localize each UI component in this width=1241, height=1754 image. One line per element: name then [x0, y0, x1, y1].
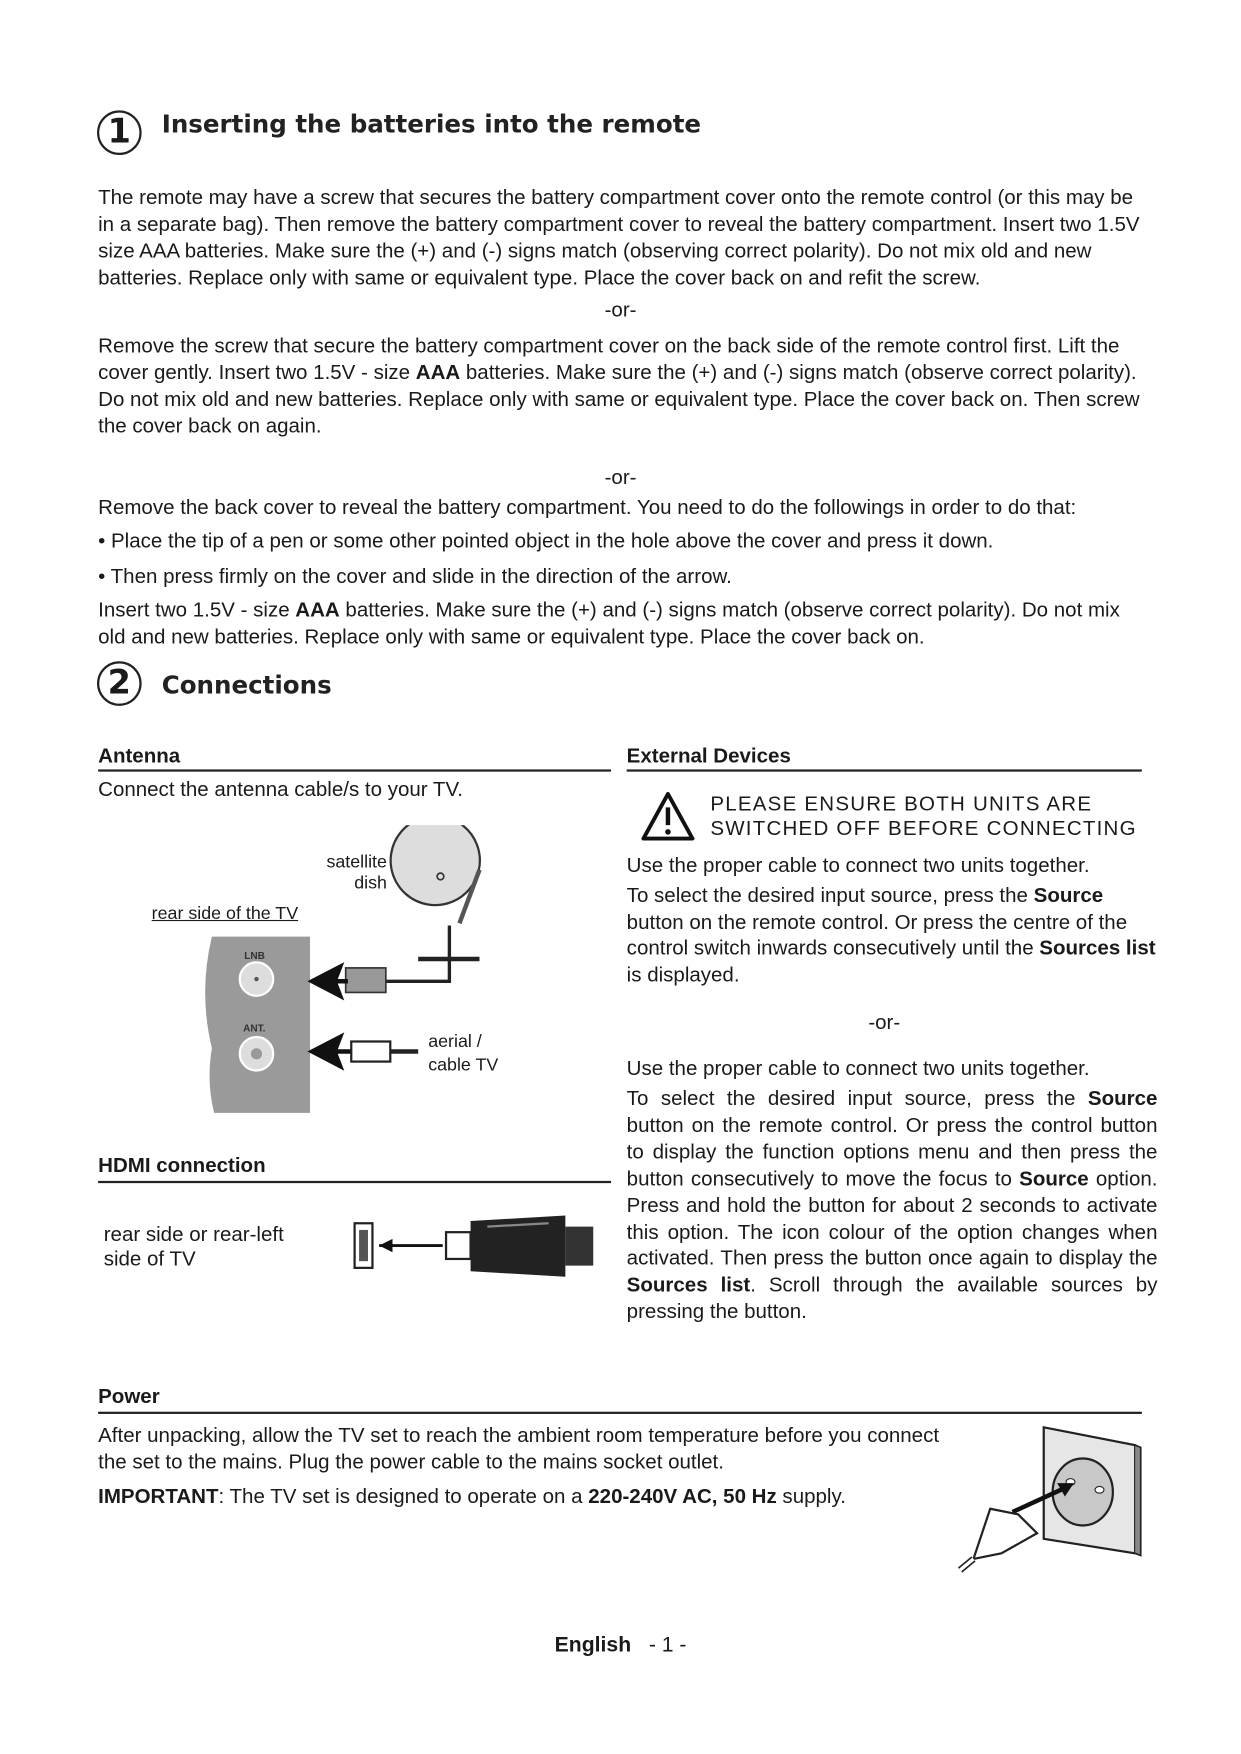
or-separator: -or-: [604, 297, 637, 322]
or-separator: -or-: [604, 464, 637, 489]
hdmi-label-2: side of TV: [103, 1246, 196, 1271]
bold-text: Source: [1019, 1166, 1089, 1190]
hdmi-heading: HDMI connection: [98, 1153, 266, 1177]
bold-text: 220-240V AC, 50 Hz: [588, 1484, 777, 1508]
text-segment: . Scroll through the available sources by pressing the button.: [626, 1272, 1158, 1323]
warning-text-2: SWITCHED OFF BEFORE CONNECTING: [710, 816, 1137, 840]
or-separator: -or-: [868, 1010, 901, 1034]
power-paragraph-1: [98, 1422, 945, 1476]
bold-text: AAA: [415, 360, 461, 384]
step-number-2: 2: [97, 661, 142, 706]
text-segment: button on the remote control. Or press the control button to display the function options menu and then press the button consecutively to move the focus to: [626, 1112, 1158, 1190]
external-devices-heading: External Devices: [626, 743, 791, 768]
text-segment: button on the remote control. Or press the centre of the control switch inwards consecutively until the: [626, 909, 1128, 959]
text-segment: Remove the screw that secure the battery compartment cover on the back side of the remote control first. Lift the cover gently. Insert two 1.5V - size: [98, 333, 1120, 384]
external-paragraph-4: [627, 1085, 1158, 1325]
satellite-dish-icon: [378, 825, 492, 917]
text-segment: supply.: [776, 1484, 846, 1508]
satellite-label: satellite: [326, 853, 387, 873]
page-footer: [0, 1633, 1241, 1660]
section-title-batteries: Inserting the batteries into the remote: [161, 111, 702, 140]
dish-label: dish: [354, 874, 387, 894]
external-paragraph-2: [627, 882, 1158, 987]
antenna-text: Connect the antenna cable/s to your TV.: [98, 777, 463, 801]
power-paragraph-2: [98, 1483, 945, 1510]
bold-text: Source: [1087, 1086, 1158, 1110]
cable-connector: [346, 968, 386, 993]
bold-text: Sources list: [1039, 935, 1156, 959]
text-segment: batteries. Make sure the (+) and (-) signs match (observe correct polarity). Do not mix old and new batteries. Replace only with same or equivalent type. Place the cover back on.: [98, 597, 1120, 648]
cable-tv-label: cable TV: [428, 1055, 499, 1075]
text-segment: Insert two 1.5V - size: [98, 597, 296, 622]
power-heading: Power: [98, 1383, 160, 1408]
battery-paragraph-3: [98, 494, 1146, 521]
warning-icon: [640, 791, 696, 842]
section-title-connections: Connections: [161, 672, 332, 701]
text-segment: After unpacking, allow the TV set to reach the ambient room temperature before you connect the set to the mains. Plug the power cable to the mains socket outlet.: [98, 1422, 940, 1474]
text-segment: To select the desired input source, press the: [626, 1086, 1088, 1110]
bold-text: Source: [1033, 883, 1104, 907]
hdmi-label-1: rear side or rear-left: [103, 1222, 284, 1246]
external-paragraph-3: [627, 1055, 1158, 1082]
text-segment: option. Press and hold the button for about 2 seconds to activate this option. The icon colour of the option changes when activated. Then press the button once again to display the: [626, 1166, 1158, 1270]
text-segment: The remote may have a screw that secures the battery compartment cover onto the remote control (or this may be in a separate bag). Then remove the battery compartment cover to reveal the battery compartment. Insert two 1.5V size AAA batteries. Make sure the (+) and (-) signs match (observing correct polarity). Do not mix old and new batteries. Replace only with same or equivalent type. Place the cover back on and refit the screw.: [98, 185, 1140, 289]
divider: [98, 1181, 611, 1183]
hdmi-connector-diagram: [348, 1210, 599, 1282]
aerial-label: aerial /: [428, 1032, 482, 1052]
text-segment: Remove the back cover to reveal the battery compartment. You need to do the followings in order to do that:: [98, 495, 1077, 519]
footer-page-number: - 1 -: [648, 1633, 687, 1658]
aerial-plug: [351, 1042, 390, 1062]
arrow-icon: [312, 967, 348, 996]
arrow-icon: [312, 1037, 351, 1066]
external-paragraph-1: [627, 852, 1158, 879]
ant-label: ANT.: [243, 1022, 266, 1034]
battery-paragraph-4: [98, 597, 1146, 651]
battery-paragraph-2: [98, 332, 1146, 439]
text-segment: : The TV set is designed to operate on a: [218, 1484, 589, 1508]
divider: [98, 769, 611, 771]
text-segment: batteries. Make sure the (+) and (-) signs match (observe correct polarity). Do not mix old and new batteries. Replace only with same or equivalent type. Place the cover back on. Then screw the cover back on again.: [98, 360, 1140, 438]
text-segment: Use the proper cable to connect two units together.: [626, 1055, 1090, 1080]
text-segment: Use the proper cable to connect two units together.: [626, 853, 1090, 877]
antenna-heading: Antenna: [98, 743, 181, 768]
power-plug-socket-illustration: [957, 1425, 1147, 1576]
bold-text: AAA: [295, 597, 340, 622]
rear-side-label: rear side of the TV: [151, 904, 299, 924]
warning-text-1: PLEASE ENSURE BOTH UNITS ARE: [710, 791, 1093, 816]
text-segment: is displayed.: [626, 961, 740, 986]
step-number-1: 1: [97, 110, 142, 155]
text-segment: To select the desired input source, press the: [626, 883, 1034, 907]
divider: [627, 769, 1142, 771]
bullet-item: • Then press firmly on the cover and slide in the direction of the arrow.: [98, 564, 732, 588]
arrow-icon: [379, 1239, 392, 1252]
bold-text: IMPORTANT: [98, 1484, 219, 1508]
bold-text: Sources list: [626, 1272, 751, 1297]
bullet-item: • Place the tip of a pen or some other pointed object in the hole above the cover and press it down.: [98, 528, 994, 552]
battery-paragraph-1: [98, 184, 1146, 291]
lnb-label: LNB: [244, 950, 265, 962]
footer-language: English: [554, 1633, 632, 1658]
divider: [98, 1412, 1142, 1414]
power-plug-icon: [973, 1509, 1037, 1559]
